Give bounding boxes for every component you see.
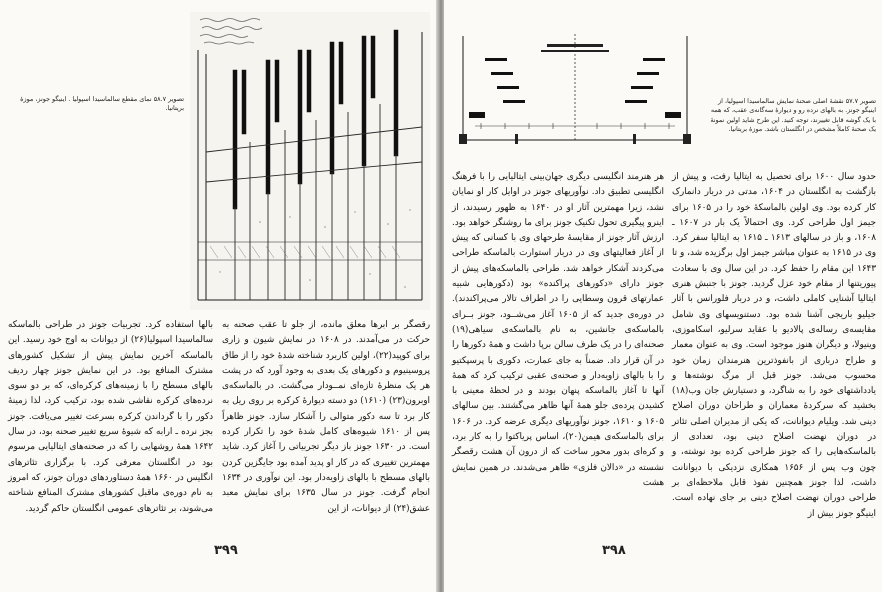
- text-column-right: [672, 170, 876, 522]
- figure-caption-5-7: تصویر ۵۷.۷ نقشهٔ اصلی صحنهٔ نمایش سالماسیدا اسپولیا، از اینیگو جونز. به بالهای نرده رو و دیوارهٔ سه‌گانه‌ی عقب، که همه با یک گوشه قابل تغییرند، توجه کنید. این طرح شاید اولین نمونهٔ یک صحنهٔ کاملاً مشخص در انگلستان باشد. موزهٔ بریتانیا.: [710, 97, 876, 134]
- page-number: ۳۹۹: [214, 543, 238, 558]
- paragraph: هر هنرمند انگلیسی دیگری جهان‌بینی ایتالیایی را با فرهنگ انگلیسی تطبیق داد. نوآوریهای جونز در اوایل کار او نمایان نشد، زیرا مهمترین آثار او در ۱۶۴۰ به ظهور رسیدند، از اینرو پیگیری تحول تکنیک جونز برای ما روشنگر خواهد بود. ارزش آثار جونز از مقایسهٔ طرحهای وی با کسانی که پیش از آغاز فعالیتهای وی در دربار استوارت بالماسکه طراحی می‌کردند آشکار خواهد شد. طراحی بالماسکه‌های پیش از جونز دارای «دکورهای پراکنده» بود (دکورهایی شبیه عمارتهای قرون وسطایی را در اطراف تالار می‌پراکندند). در دوره‌ی جدید که از ۱۶۰۵ آغاز می‌شــود، جونز بــرای بالماسکه‌ی جانشین، به نام بالماسکه‌ی سیاهی(۱۹) صحنه‌ای را در یک طرف سالن برپا داشت و همهٔ دکورها را در آن قرار داد. ضمناً به جای عمارت، دکوری با پرسپکتیو را با بالهای زاویه‌دار و صحنه‌ی عقبی ترکیب کرد که همهٔ آنها تا آغاز بالماسکه پنهان بودند و در لحظهٔ معینی با کشیدن پرده‌ی جلو همهٔ آنها ظاهر می‌گشتند. بین سالهای ۱۶۰۵ و ۱۶۱۰، جونز نوآوریهای دیگری عرضه کرد. در ۱۶۰۶ برای بالماسکه‌ی هیمن(۲۰)، اساس پریاکتوا را به کار برد، و کره‌ای بدور محور ساخت که از درون آن هشت رقصگر نشسته در «دالان فلزی» ظاهر می‌شدند. در همین نمایش هشت: [452, 172, 665, 488]
- text-column-left: [452, 170, 664, 491]
- text-column-left: [8, 318, 213, 517]
- text-column-right: [222, 318, 430, 517]
- paragraph: بالها استفاده کرد. تجربیات جونز در طراحی‌ بالماسکه سالماسیدا اسپولیا(۲۶) از دیوانات به اوج خود رسید. این بالماسکه آخرین نمایش پیش از تشکیل کشورهای مشترک المنافع بود. در این نمایش جونز چهار ردیف بالهای مسطح را با زمینه‌های کرکره‌ای، که بر دو سوی نرده‌های کرکره نقاشی شده بود، ترکیب کرد، لذا زمینهٔ دکور را با گرداندن کرکره بسرعت تغییر می‌یافت. جونز بجز نرده ـ ارابه که شیوهٔ سریع تغییر صحنه بود، در سال ۱۶۴۲ همهٔ روشهایی را که در صحنه‌های ایتالیایی مرسوم بود در انگلستان معرفی کرد. با برگزاری تئاترهای انگلیس در ۱۶۶۰ همهٔ دستاوردهای دوران جونز، که امروز به نام دوره‌ی ماقبل کشورهای مشترک المنافع شناخته می‌شوند، بر تئاترهای عمومی انگلستان حاکم گردید.: [8, 320, 214, 514]
- figure-ground-plan: [455, 30, 695, 152]
- figure-section-drawing: [190, 12, 430, 310]
- figure-caption-5-8: تصویر ۵۸.۷ نمای مقطع سالماسیدا اسپولیا . اینیگو جونز، موزهٔ بریتانیا.: [20, 95, 184, 113]
- paragraph: حدود سال ۱۶۰۰ برای تحصیل به ایتالیا رفت، و پیش از بازگشت به انگلستان در ۱۶۰۴، مدتی در دربار دانمارک کار کرده بود. وی اولین بالماسکهٔ خود را در ۱۶۰۵ برای جیمز اول طراحی کرد. وی احتمالاً یک بار در ۱۶۰۷ ـ ۱۶۰۸، و باز در سالهای ۱۶۱۳ ـ ۱۶۱۵ به ایتالیا سفر کرد. وی در ۱۶۱۵ به عنوان مباشر جیمز اول برگزیده شد، و تا ۱۶۴۳ این مقام را حفظ کرد. در این سال وی با سعادت پیوریتنها از مقام خود عزل گردید. جونز با جنبش هنری ایتالیا آشنایی کاملی داشت، و در دربار فلورانس با آثار جیلیو باریجی آشنا شده بود. دستنویسهای وی شامل مقایسه‌ی رساله‌ی پالادیو با عقاید سرلیو، اسکاموزی، وینیولا، و دیگران هنوز موجود است. وی به عنوان معمار و طراح درباری از بانفوذترین هنرمندان زمان خود محسوب می‌شد. جونز قبل از مرگ نوشته‌ها و یادداشتهای خود را به شاگرد، و دستیارش جان وب(۱۸) بخشید که سرکردهٔ معماران و طراحان دوران اصلاح دینی شد. ویلیام دیوانانت، که یکی از مدیران اصلی تئاتر در دوران نهضت اصلاح دینی بود، تعدادی از بالماسکه‌هایی را که جونز طراحی کرده بود نوشته، و چون وب پس از ۱۶۵۶ همکاری نزدیکی با دیوانانت داشت، لذا جونز همچنین نفوذ قابل ملاحظه‌ای بر طراحی دوران نهضت اصلاح دینی بر جای نهاده است. اینیگو جونز بیش از: [672, 172, 877, 519]
- paragraph: رقصگر بر ابرها معلق مانده، از جلو تا عقب صحنه به حرکت در می‌آمدند. در ۱۶۰۸ در نمایش شیون و زاری برای کوپید(۲۲)، اولین کاربرد شناخته شدهٔ خود را از طاق پروسینیوم و دکورهای یک بعدی به وجود آورد که در پشت هر یک منظرهٔ تازه‌ای نمــودار می‌گشت. در بالماسکه‌ی اوبرون(۲۳) (۱۶۱۰) دو دسته دیوارهٔ کرکره بر روی ریل به کار برد تا سه دکور متوالی را آشکار سازد. جونز ظاهراً پس از ۱۶۱۰ شیوه‌های کامل شدهٔ خود را تکرار کرده است. در ۱۶۳۰ جونز باز دیگر تجربیاتی را آغاز کرد. شاید مهمترین تغییری که در کار او پدید آمده بود جایگزین کردن بالهای مسطح با بالهای زاویه‌دار بود. این نوآوری در ۱۶۳۴ انجام گرفت. جونز در سال ۱۶۳۵ برای نمایش معبد عشق(۲۴) از دیوانات، از این: [222, 320, 431, 514]
- page-number: ۳۹۸: [602, 543, 626, 558]
- left-page: [0, 0, 438, 592]
